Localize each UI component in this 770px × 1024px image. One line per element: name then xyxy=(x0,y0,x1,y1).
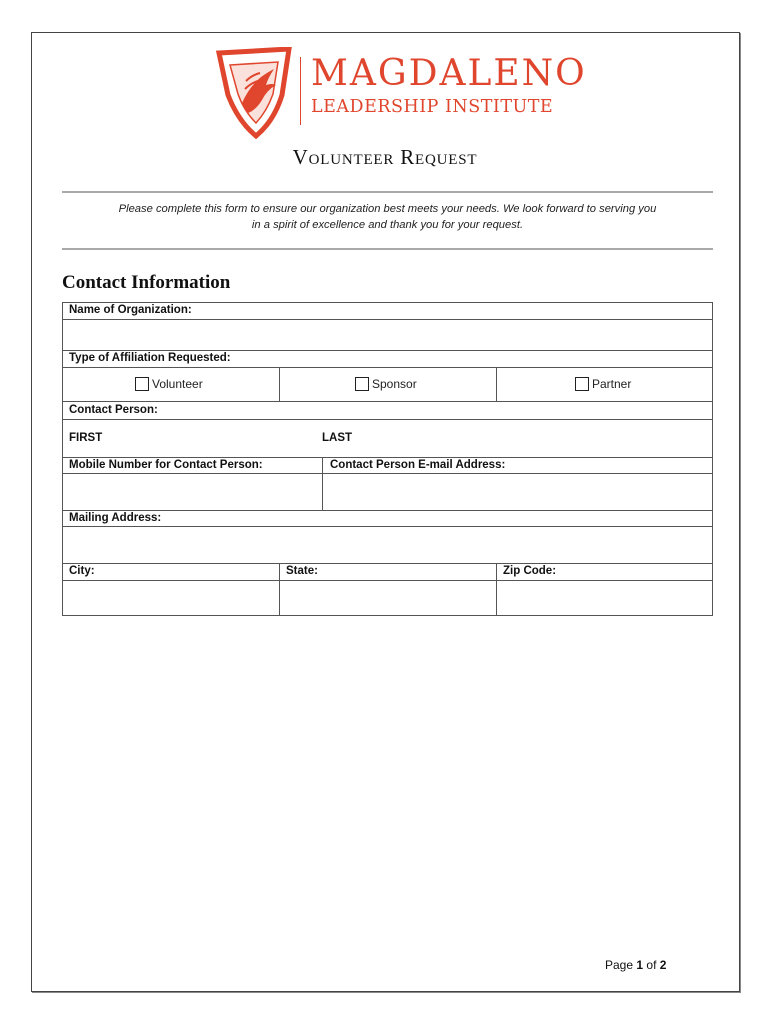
organization-label: Name of Organization: xyxy=(69,304,192,316)
section-heading: Contact Information xyxy=(62,272,231,293)
volunteer-checkbox[interactable] xyxy=(135,377,149,391)
contact-person-label: Contact Person: xyxy=(69,404,158,416)
mailing-label: Mailing Address: xyxy=(69,512,162,524)
affiliation-label: Type of Affiliation Requested: xyxy=(69,352,231,364)
partner-label: Partner xyxy=(592,377,632,391)
page-number: Page 1 of 2 xyxy=(605,958,667,972)
mobile-field[interactable] xyxy=(64,475,320,509)
option-volunteer[interactable] xyxy=(135,377,203,391)
option-sponsor[interactable] xyxy=(355,377,417,391)
zip-label: Zip Code: xyxy=(503,565,557,577)
brand-name: MAGDALENO xyxy=(311,53,587,94)
option-partner[interactable] xyxy=(575,377,631,391)
divider-top xyxy=(62,191,713,193)
volunteer-label: Volunteer xyxy=(152,377,203,391)
partner-checkbox[interactable] xyxy=(575,377,589,391)
state-label: State: xyxy=(286,565,318,577)
crest-icon xyxy=(216,47,292,139)
first-name-field[interactable]: FIRST xyxy=(69,432,103,444)
last-name-field[interactable]: LAST xyxy=(322,432,353,444)
city-field[interactable] xyxy=(64,582,278,615)
intro-line-2: in a spirit of excellence and thank you for your request. xyxy=(251,219,524,231)
divider-bottom xyxy=(62,248,713,250)
intro-line-1: Please complete this form to ensure our organization best meets your needs. We look forward to serving you xyxy=(118,203,657,215)
sponsor-checkbox[interactable] xyxy=(355,377,369,391)
intro-text xyxy=(62,201,713,233)
logo-divider xyxy=(300,57,301,125)
organization-field[interactable] xyxy=(64,321,711,349)
email-field[interactable] xyxy=(324,475,711,509)
sponsor-label: Sponsor xyxy=(372,377,417,391)
mobile-label: Mobile Number for Contact Person: xyxy=(69,459,263,471)
zip-field[interactable] xyxy=(498,582,711,615)
brand-subtitle: LEADERSHIP INSTITUTE xyxy=(311,97,554,117)
state-field[interactable] xyxy=(281,582,495,615)
email-label: Contact Person E-mail Address: xyxy=(330,459,506,471)
mailing-address-field[interactable] xyxy=(64,528,711,562)
contact-form-table xyxy=(62,302,713,616)
city-label: City: xyxy=(69,565,95,577)
form-title: Volunteer Request xyxy=(292,145,478,169)
logo xyxy=(216,47,587,139)
